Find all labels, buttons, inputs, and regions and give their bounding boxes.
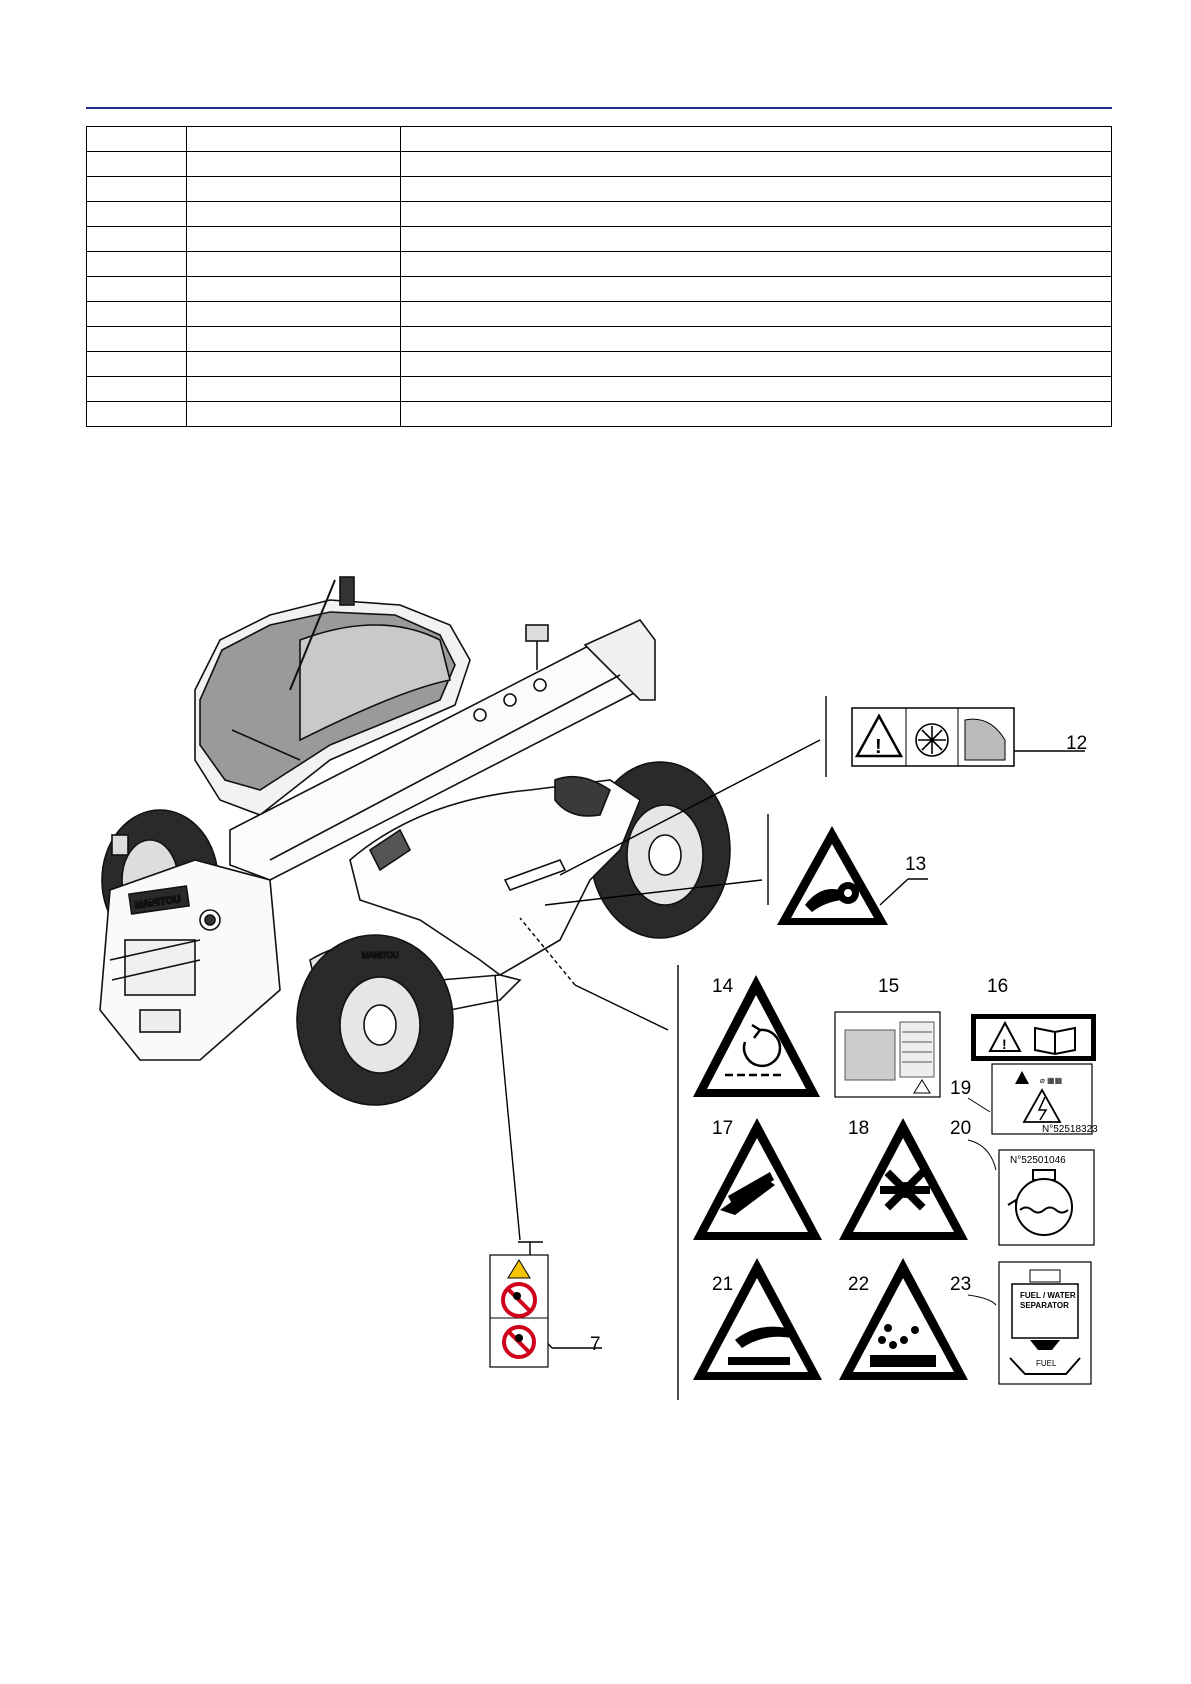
decal-21 xyxy=(693,1258,822,1380)
decal-17 xyxy=(693,1118,822,1240)
callout-20: 20 xyxy=(950,1118,972,1139)
svg-text:!: ! xyxy=(1002,1036,1007,1052)
decal-18 xyxy=(839,1118,968,1240)
callout-12: 12 xyxy=(1066,733,1088,754)
front-left-wheel xyxy=(297,935,453,1105)
svg-text:!: ! xyxy=(875,736,882,758)
callout-22: 22 xyxy=(848,1274,870,1295)
callout-19: 19 xyxy=(950,1078,972,1099)
decal-20 xyxy=(950,1118,1094,1245)
decal-7 xyxy=(490,1255,601,1367)
callout-16: 16 xyxy=(987,976,1009,997)
decal-23-fuel: FUEL xyxy=(1036,1359,1057,1368)
decal-15 xyxy=(835,976,940,1097)
decal-20-code: N°52501046 xyxy=(1010,1155,1066,1166)
callout-21: 21 xyxy=(712,1274,734,1295)
callout-13: 13 xyxy=(905,854,927,875)
decal-22 xyxy=(839,1258,968,1380)
decal-19-code: N°52518323 xyxy=(1042,1124,1098,1135)
callout-15: 15 xyxy=(878,976,900,997)
decal-14 xyxy=(693,975,820,1097)
decal-16 xyxy=(971,976,1096,1061)
decal-19 xyxy=(950,1064,1098,1135)
no-person-icon xyxy=(504,1327,534,1357)
decal-23 xyxy=(950,1262,1091,1384)
decal-23-subtitle: SEPARATOR xyxy=(1020,1301,1069,1310)
svg-text:⌀ ▦▦: ⌀ ▦▦ xyxy=(1040,1076,1063,1085)
decal-13 xyxy=(777,826,926,925)
callout-17: 17 xyxy=(712,1118,734,1139)
brand-logo: MANITOU xyxy=(133,894,182,912)
no-ride-icon xyxy=(503,1284,535,1316)
fender-mark: MANITOU xyxy=(362,951,399,960)
callout-18: 18 xyxy=(848,1118,870,1139)
callout-14: 14 xyxy=(712,976,734,997)
telehandler-drawing xyxy=(100,577,730,1105)
fan-icon xyxy=(916,724,948,756)
decal-12 xyxy=(852,708,1087,766)
callout-23: 23 xyxy=(950,1274,972,1295)
callout-7: 7 xyxy=(590,1334,601,1355)
manual-icon xyxy=(1035,1028,1075,1054)
decal-23-title: FUEL / WATER xyxy=(1020,1291,1076,1300)
